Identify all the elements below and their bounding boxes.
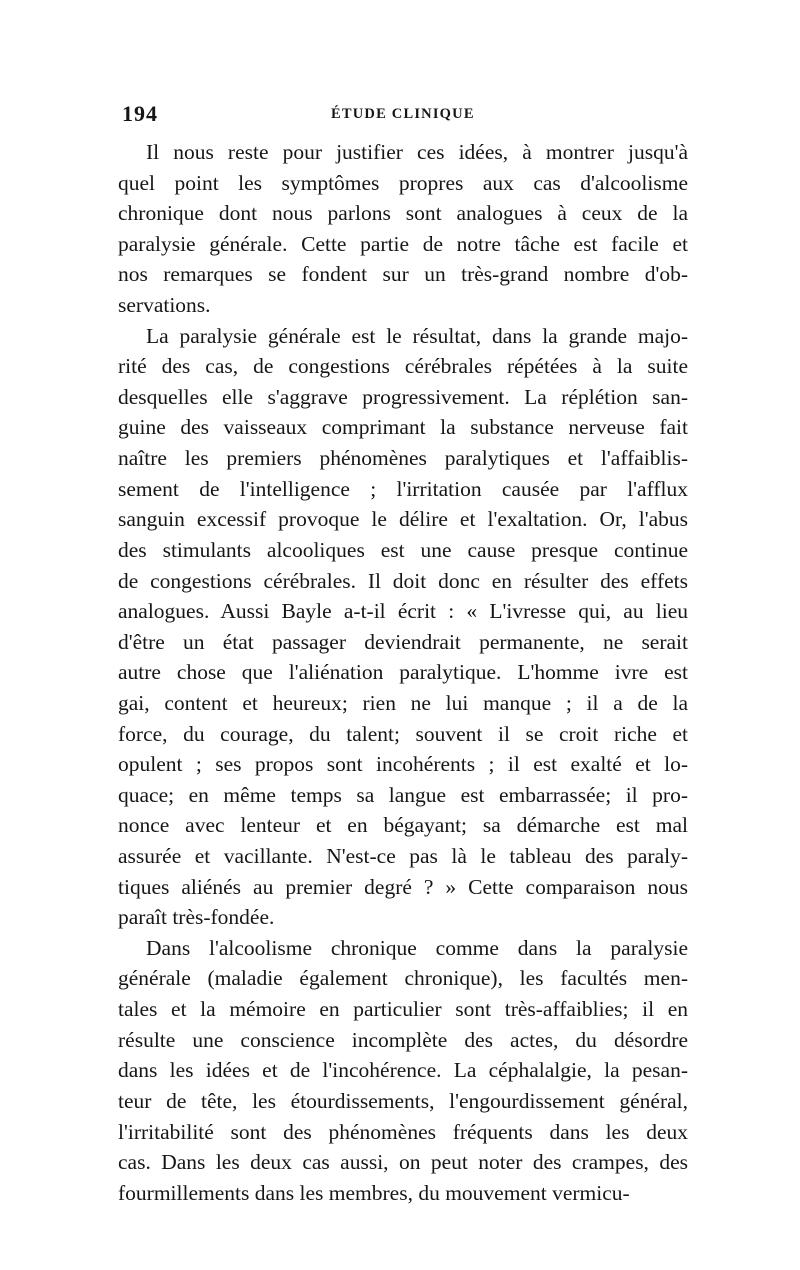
text-line: résulte une conscience incomplète des actes, du désordre [118, 1027, 688, 1052]
text-line: Il nous reste pour justifier ces idées, à montrer jusqu'à [146, 140, 688, 164]
text-line: quace; en même temps sa langue est embarrassée; il pro- [118, 782, 688, 807]
text-line: générale (maladie également chronique), les facultés men- [118, 966, 688, 991]
text-line: opulent ; ses propos sont incohérents ; il est exalté et lo- [118, 752, 688, 777]
text-line: Dans l'alcoolisme chronique comme dans la paralysie [146, 935, 688, 960]
text-line: paraît très-fondée. [118, 905, 275, 930]
text-line: nonce avec lenteur et en bégayant; sa démarche est mal [118, 813, 688, 838]
paragraph [118, 137, 688, 321]
text-line: de congestions cérébrales. Il doit donc en résulter des effets [118, 568, 688, 593]
text-line: gai, content et heureux; rien ne lui manque ; il a de la [118, 690, 688, 715]
text-line: naître les premiers phénomènes paralytiques et l'affaiblis- [118, 446, 688, 471]
text-line: d'être un état passager deviendrait permanente, ne serait [118, 629, 688, 654]
page-header [118, 101, 688, 127]
text-line: assurée et vacillante. N'est-ce pas là le tableau des paraly- [118, 844, 688, 869]
text-line: servations. [118, 293, 211, 318]
text-line: desquelles elle s'aggrave progressivement. La réplétion san- [118, 384, 688, 409]
paragraph [118, 321, 688, 933]
text-line: tales et la mémoire en particulier sont très-affaiblies; il en [118, 997, 688, 1022]
text-line: l'irritabilité sont des phénomènes fréquents dans les deux [118, 1119, 688, 1144]
text-line: fourmillements dans les membres, du mouvement vermicu- [118, 1180, 630, 1205]
text-line: sement de l'intelligence ; l'irritation causée par l'afflux [118, 476, 688, 501]
text-line: quel point les symptômes propres aux cas d'alcoolisme [118, 170, 688, 195]
text-line: analogues. Aussi Bayle a-t-il écrit : « L'ivresse qui, au lieu [118, 599, 688, 624]
body-text [118, 137, 688, 1208]
page-number: 194 [122, 101, 158, 126]
text-line: cas. Dans les deux cas aussi, on peut noter des crampes, des [118, 1150, 688, 1175]
text-line: rité des cas, de congestions cérébrales répétées à la suite [118, 354, 688, 379]
text-line: guine des vaisseaux comprimant la substance nerveuse fait [118, 415, 688, 440]
text-line: La paralysie générale est le résultat, dans la grande majo- [146, 323, 688, 348]
text-line: chronique dont nous parlons sont analogues à ceux de la [118, 201, 688, 226]
text-line: tiques aliénés au premier degré ? » Cette comparaison nous [118, 874, 688, 899]
paragraph [118, 933, 688, 1208]
text-line: teur de tête, les étourdissements, l'engourdissement général, [118, 1088, 688, 1113]
text-line: des stimulants alcooliques est une cause presque continue [118, 537, 688, 562]
text-line: force, du courage, du talent; souvent il se croit riche et [118, 721, 688, 746]
text-line: autre chose que l'aliénation paralytique. L'homme ivre est [118, 660, 688, 685]
text-line: paralysie générale. Cette partie de notre tâche est facile et [118, 231, 688, 256]
text-line: dans les idées et de l'incohérence. La céphalalgie, la pesan- [118, 1058, 688, 1083]
running-head: ÉTUDE CLINIQUE [331, 106, 475, 122]
text-line: nos remarques se fondent sur un très-grand nombre d'ob- [118, 262, 688, 287]
text-line: sanguin excessif provoque le délire et l'exaltation. Or, l'abus [118, 507, 688, 532]
